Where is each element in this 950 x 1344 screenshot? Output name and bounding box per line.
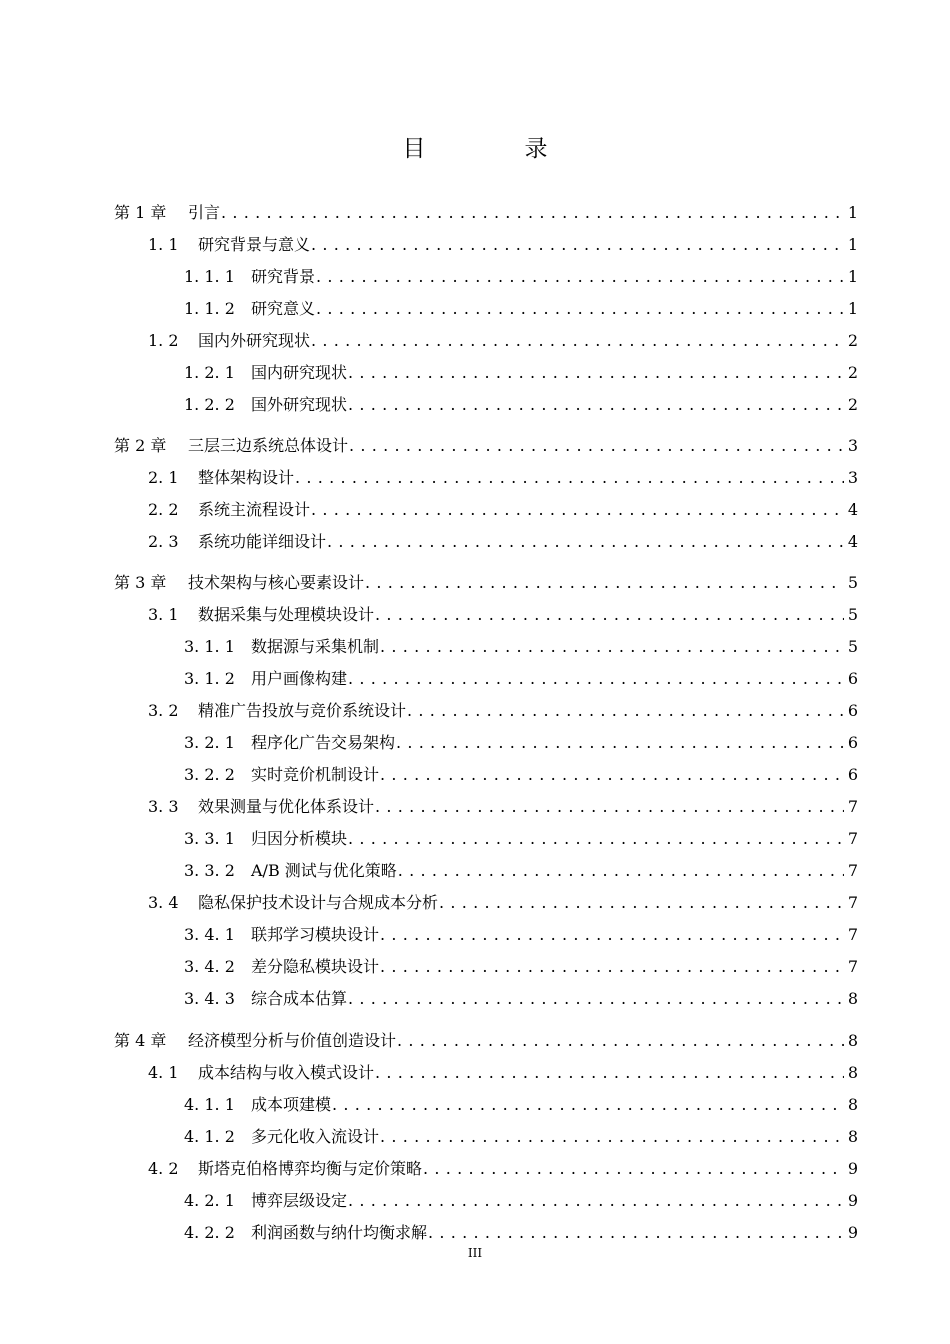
toc-entry-page: 5 — [847, 605, 858, 624]
toc-entry-page: 7 — [847, 893, 858, 912]
toc-entry-page: 1 — [847, 203, 858, 222]
toc-leader-dots — [439, 887, 844, 919]
toc-leader-dots — [311, 229, 844, 261]
toc-entry-number: 2. 3 — [148, 532, 179, 551]
toc-leader-dots — [311, 494, 844, 526]
toc-entry-title: 隐私保护技术设计与合规成本分析 — [198, 893, 439, 912]
toc-leader-dots — [221, 197, 844, 229]
toc-entry-title: 研究背景 — [251, 267, 316, 286]
toc-subsection-entry[interactable] — [184, 1121, 858, 1153]
toc-subsection-entry[interactable] — [184, 823, 858, 855]
toc-entry-number: 3. 4. 1 — [184, 925, 235, 944]
toc-subsection-entry[interactable] — [184, 631, 858, 663]
toc-entry-number: 3. 3 — [148, 797, 179, 816]
toc-section-entry[interactable] — [148, 462, 858, 494]
toc-leader-dots — [428, 1217, 844, 1249]
toc-subsection-entry[interactable] — [184, 1217, 858, 1249]
toc-subsection-entry[interactable] — [184, 983, 858, 1015]
toc-entry-number: 1. 1. 1 — [184, 267, 235, 286]
toc-entry-title: 联邦学习模块设计 — [251, 925, 380, 944]
toc-entry-title: 经济模型分析与价值创造设计 — [188, 1031, 397, 1050]
toc-leader-dots — [407, 695, 844, 727]
toc-entry-page: 6 — [847, 733, 858, 752]
toc-subsection-entry[interactable] — [184, 759, 858, 791]
toc-entry-number: 2. 2 — [148, 500, 179, 519]
toc-entry-title: 数据采集与处理模块设计 — [198, 605, 375, 624]
toc-section-entry[interactable] — [148, 494, 858, 526]
toc-entry-number: 1. 1 — [148, 235, 179, 254]
toc-entry-number: 1. 2. 2 — [184, 395, 235, 414]
toc-section-entry[interactable] — [148, 229, 858, 261]
toc-entry-number: 4. 2. 1 — [184, 1191, 235, 1210]
toc-subsection-entry[interactable] — [184, 951, 858, 983]
toc-entry-page: 4 — [847, 532, 858, 551]
toc-entry-title: 国外研究现状 — [251, 395, 348, 414]
toc-section-entry[interactable] — [148, 325, 858, 357]
toc-entry-title: 精准广告投放与竞价系统设计 — [198, 701, 407, 720]
toc-section-entry[interactable] — [148, 791, 858, 823]
toc-leader-dots — [375, 1057, 844, 1089]
toc-entry-page: 8 — [847, 1095, 858, 1114]
toc-entry-title: 系统主流程设计 — [198, 500, 311, 519]
toc-entry-page: 2 — [847, 331, 858, 350]
toc-entry-page: 7 — [847, 925, 858, 944]
toc-entry-page: 1 — [847, 267, 858, 286]
toc-leader-dots — [365, 567, 844, 599]
toc-entry-page: 7 — [847, 957, 858, 976]
toc-chapter-entry[interactable] — [114, 430, 858, 462]
toc-entry-title: 程序化广告交易架构 — [251, 733, 396, 752]
toc-entry-title: 整体架构设计 — [198, 468, 295, 487]
toc-subsection-entry[interactable] — [184, 1089, 858, 1121]
toc-leader-dots — [348, 983, 844, 1015]
toc-subsection-entry[interactable] — [184, 919, 858, 951]
toc-entry-number: 3. 4. 2 — [184, 957, 235, 976]
toc-entry-number: 3. 4 — [148, 893, 179, 912]
toc-entry-page: 8 — [847, 1031, 858, 1050]
toc-leader-dots — [316, 261, 844, 293]
toc-entry-page: 6 — [847, 765, 858, 784]
toc-entry-page: 8 — [847, 989, 858, 1008]
toc-leader-dots — [332, 1089, 844, 1121]
toc-entry-page: 3 — [847, 468, 858, 487]
toc-leader-dots — [348, 823, 844, 855]
toc-entry-page: 4 — [847, 500, 858, 519]
toc-subsection-entry[interactable] — [184, 357, 858, 389]
toc-entry-number: 3. 2. 2 — [184, 765, 235, 784]
toc-entry-title: 归因分析模块 — [251, 829, 348, 848]
toc-entry-title: 多元化收入流设计 — [251, 1127, 380, 1146]
toc-subsection-entry[interactable] — [184, 855, 858, 887]
toc-entry-title: 效果测量与优化体系设计 — [198, 797, 375, 816]
toc-entry-number: 3. 1. 1 — [184, 637, 235, 656]
toc-entry-page: 7 — [847, 861, 858, 880]
toc-entry-title: 系统功能详细设计 — [198, 532, 327, 551]
toc-entry-number: 3. 1 — [148, 605, 179, 624]
toc-section-entry[interactable] — [148, 887, 858, 919]
toc-entry-page: 6 — [847, 669, 858, 688]
toc-leader-dots — [380, 1121, 844, 1153]
toc-entry-title: 三层三边系统总体设计 — [188, 436, 349, 455]
toc-entry-title: 引言 — [188, 203, 221, 222]
toc-entry-page: 3 — [847, 436, 858, 455]
toc-leader-dots — [348, 1185, 844, 1217]
toc-entry-number: 3. 3. 1 — [184, 829, 235, 848]
toc-entry-title: 国内研究现状 — [251, 363, 348, 382]
toc-subsection-entry[interactable] — [184, 389, 858, 421]
toc-entry-number: 3. 4. 3 — [184, 989, 235, 1008]
toc-entry-page: 9 — [847, 1159, 858, 1178]
toc-entry-number: 4. 2 — [148, 1159, 179, 1178]
toc-chapter-entry[interactable] — [114, 567, 858, 599]
toc-leader-dots — [380, 631, 844, 663]
toc-leader-dots — [348, 389, 844, 421]
toc-leader-dots — [397, 1025, 844, 1057]
toc-leader-dots — [295, 462, 844, 494]
toc-entry-number: 3. 3. 2 — [184, 861, 235, 880]
toc-subsection-entry[interactable] — [184, 293, 858, 325]
toc-entry-title: 实时竞价机制设计 — [251, 765, 380, 784]
toc-entry-title: A/B 测试与优化策略 — [251, 861, 397, 880]
toc-entry-title: 成本结构与收入模式设计 — [198, 1063, 375, 1082]
toc-entry-number: 第 4 章 — [114, 1031, 167, 1050]
toc-entry-title: 研究背景与意义 — [198, 235, 311, 254]
toc-entry-title: 综合成本估算 — [251, 989, 348, 1008]
toc-section-entry[interactable] — [148, 695, 858, 727]
toc-entry-title: 研究意义 — [251, 299, 316, 318]
toc-section-entry[interactable] — [148, 1153, 858, 1185]
toc-leader-dots — [348, 663, 844, 695]
toc-leader-dots — [380, 919, 844, 951]
toc-entry-number: 第 2 章 — [114, 436, 167, 455]
toc-leader-dots — [423, 1153, 844, 1185]
toc-chapter-entry[interactable] — [114, 197, 858, 229]
toc-section-entry[interactable] — [148, 526, 858, 558]
toc-entry-title: 数据源与采集机制 — [251, 637, 380, 656]
toc-entry-number: 1. 2 — [148, 331, 179, 350]
toc-section-entry[interactable] — [148, 599, 858, 631]
toc-leader-dots — [349, 430, 844, 462]
toc-entry-number: 第 3 章 — [114, 573, 167, 592]
toc-entry-number: 4. 1. 1 — [184, 1095, 235, 1114]
toc-entry-number: 3. 2. 1 — [184, 733, 235, 752]
toc-leader-dots — [398, 855, 844, 887]
toc-leader-dots — [396, 727, 844, 759]
toc-leader-dots — [375, 599, 844, 631]
toc-entry-page: 8 — [847, 1127, 858, 1146]
toc-entry-page: 5 — [847, 637, 858, 656]
toc-entry-page: 9 — [847, 1191, 858, 1210]
toc-leader-dots — [375, 791, 844, 823]
toc-entry-title: 技术架构与核心要素设计 — [188, 573, 365, 592]
toc-entry-page: 1 — [847, 235, 858, 254]
page-number-footer: III — [467, 1246, 483, 1260]
toc-leader-dots — [311, 325, 844, 357]
toc-entry-page: 7 — [847, 797, 858, 816]
toc-entry-title: 博弈层级设定 — [251, 1191, 348, 1210]
toc-leader-dots — [316, 293, 844, 325]
toc-entry-page: 2 — [847, 363, 858, 382]
toc-entry-number: 4. 2. 2 — [184, 1223, 235, 1242]
toc-subsection-entry[interactable] — [184, 261, 858, 293]
toc-leader-dots — [380, 759, 844, 791]
toc-entry-page: 7 — [847, 829, 858, 848]
toc-entry-number: 1. 1. 2 — [184, 299, 235, 318]
toc-entry-number: 3. 2 — [148, 701, 179, 720]
page-title: 目 录 — [402, 136, 586, 162]
toc-entry-title: 斯塔克伯格博弈均衡与定价策略 — [198, 1159, 423, 1178]
toc-entry-number: 1. 2. 1 — [184, 363, 235, 382]
toc-leader-dots — [348, 357, 844, 389]
toc-entry-page: 9 — [847, 1223, 858, 1242]
toc-subsection-entry[interactable] — [184, 1185, 858, 1217]
toc-entry-page: 5 — [847, 573, 858, 592]
toc-subsection-entry[interactable] — [184, 727, 858, 759]
toc-entry-number: 4. 1. 2 — [184, 1127, 235, 1146]
toc-entry-title: 国内外研究现状 — [198, 331, 311, 350]
toc-entry-number: 3. 1. 2 — [184, 669, 235, 688]
toc-subsection-entry[interactable] — [184, 663, 858, 695]
toc-entry-number: 第 1 章 — [114, 203, 167, 222]
toc-entry-title: 利润函数与纳什均衡求解 — [251, 1223, 428, 1242]
toc-leader-dots — [380, 951, 844, 983]
toc-chapter-entry[interactable] — [114, 1025, 858, 1057]
toc-entry-page: 1 — [847, 299, 858, 318]
toc-leader-dots — [327, 526, 844, 558]
toc-entry-number: 2. 1 — [148, 468, 179, 487]
toc-entry-number: 4. 1 — [148, 1063, 179, 1082]
toc-entry-title: 用户画像构建 — [251, 669, 348, 688]
toc-entry-page: 8 — [847, 1063, 858, 1082]
toc-entry-page: 2 — [847, 395, 858, 414]
toc-entry-title: 成本项建模 — [251, 1095, 332, 1114]
toc-entry-page: 6 — [847, 701, 858, 720]
toc-entry-title: 差分隐私模块设计 — [251, 957, 380, 976]
toc-section-entry[interactable] — [148, 1057, 858, 1089]
